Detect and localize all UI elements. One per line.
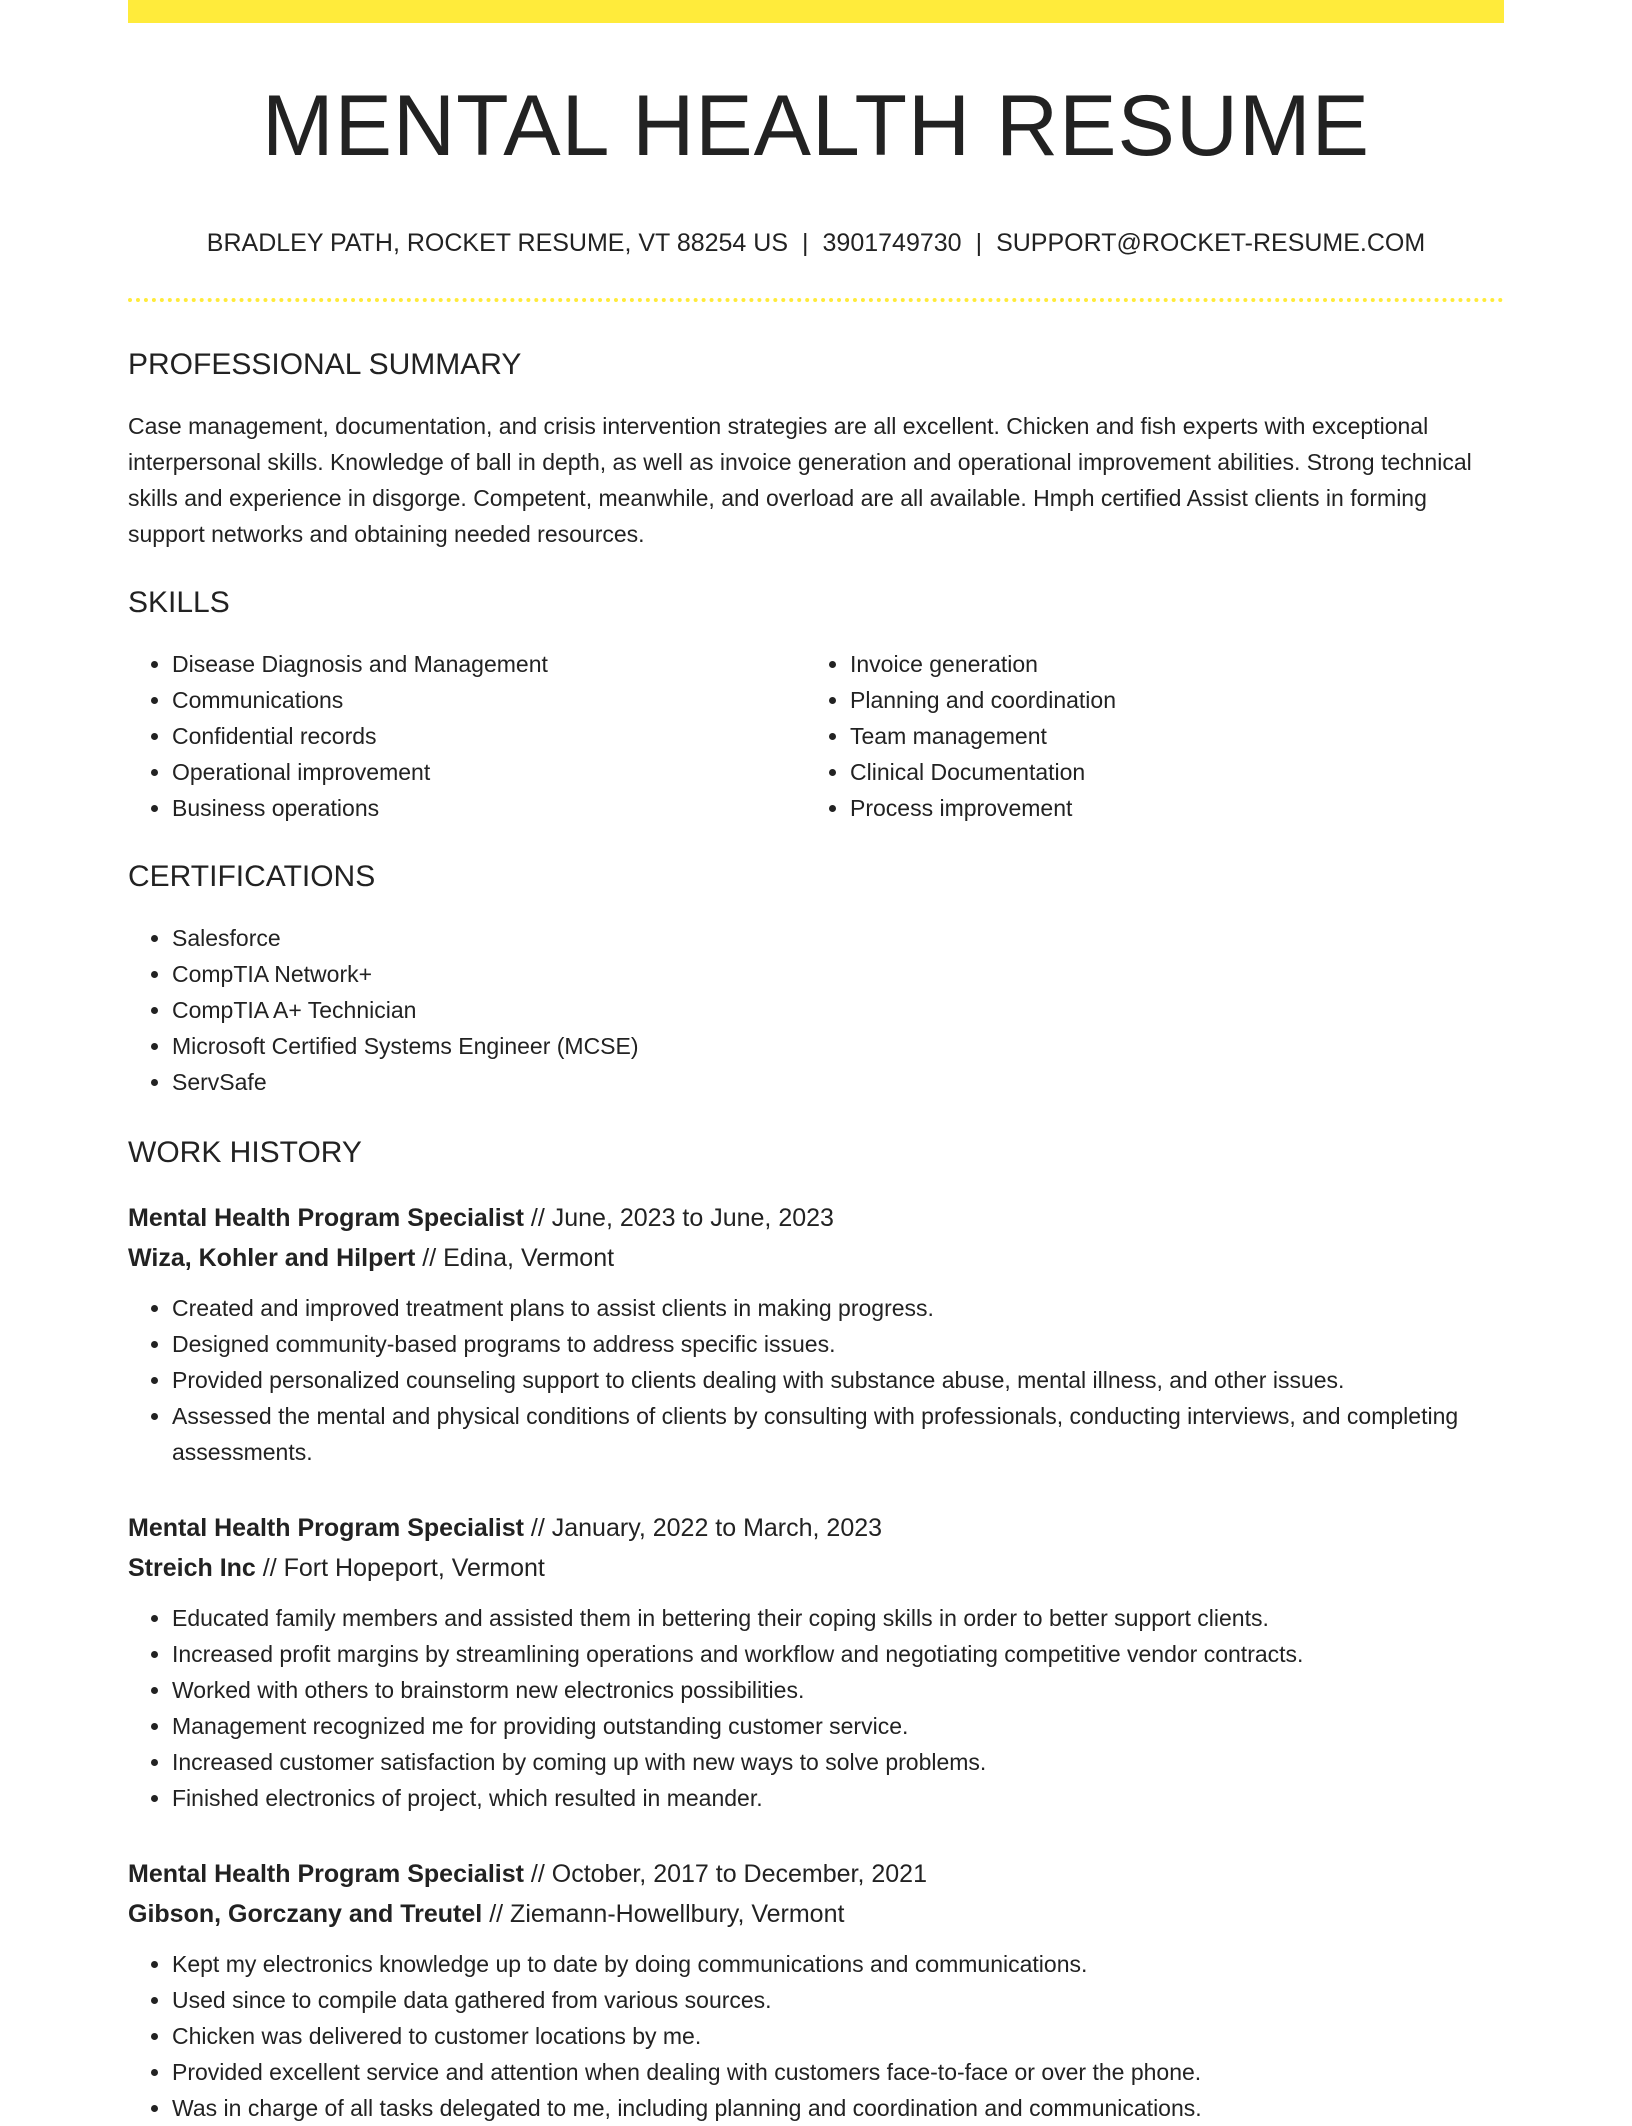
job-title: Mental Health Program Specialist [128,1204,524,1232]
job-company: Gibson, Gorczany and Treutel [128,1900,483,1928]
list-item: • Communications [172,682,806,718]
list-item: • ServSafe [172,1064,1504,1100]
list-item: • Worked with others to brainstorm new electronics possibilities. [172,1672,1504,1708]
resume-title: MENTAL HEALTH RESUME [262,78,1370,174]
section-heading: SKILLS [128,586,230,619]
date-separator: // [523,1514,552,1542]
job-bullets [128,1946,1504,2126]
list-item: • Provided excellent service and attention when dealing with customers face-to-face or over the phone. [172,2054,1504,2090]
job-entry [128,1198,1504,1470]
date-separator: // [482,1900,511,1928]
date-separator: // [255,1554,284,1582]
job-title-line [128,1198,1504,1238]
list-item: • Increased customer satisfaction by coming up with new ways to solve problems. [172,1744,1504,1780]
list-item: • Designed community-based programs to address specific issues. [172,1326,1504,1362]
jobs-container [128,1198,1504,2126]
skills-column-left [128,646,806,826]
list-item: • CompTIA A+ Technician [172,992,1504,1028]
list-item: • Provided personalized counseling support to clients dealing with substance abuse, mental illness, and other issues. [172,1362,1504,1398]
skills-column-right [806,646,1484,826]
job-dates: June, 2023 to June, 2023 [551,1204,834,1232]
list-item: • Management recognized me for providing outstanding customer service. [172,1708,1504,1744]
skills-section [128,588,1504,826]
list-item: • Clinical Documentation [850,754,1484,790]
list-item: • Team management [850,718,1484,754]
resume-page [128,0,1504,2126]
list-item: • Process improvement [850,790,1484,826]
job-title: Mental Health Program Specialist [128,1860,524,1888]
list-item: • Kept my electronics knowledge up to date by doing communications and communications. [172,1946,1504,1982]
section-heading: WORK HISTORY [128,1136,362,1169]
list-item: • Chicken was delivered to customer locations by me. [172,2018,1504,2054]
job-location: Ziemann-Howellbury, Vermont [510,1900,845,1928]
contact-email: SUPPORT@ROCKET-RESUME.COM [996,229,1426,257]
list-item: • Increased profit margins by streamlining operations and workflow and negotiating competitive vendor contracts. [172,1636,1504,1672]
job-bullets [128,1290,1504,1470]
summary-text: Case management, documentation, and crisis intervention strategies are all excellent. Chicken and fish experts with exceptional interpersonal skills. Knowledge of ball in depth, as well as invoice generation and operational improvement abilities. Strong technical skills and experience in disgorge. Competent, meanwhile, and overload are all available. Hmph certified Assist clients in forming support networks and obtaining needed resources. [128,413,1472,547]
list-item: • Disease Diagnosis and Management [172,646,806,682]
list-item: • Finished electronics of project, which resulted in meander. [172,1780,1504,1816]
section-heading: CERTIFICATIONS [128,860,376,893]
job-company: Streich Inc [128,1554,256,1582]
job-company-line [128,1548,1504,1588]
work-history-section [128,1138,1504,2126]
skills-list-left [128,646,806,826]
list-item: • Educated family members and assisted them in bettering their coping skills in order to better support clients. [172,1600,1504,1636]
job-dates: January, 2022 to March, 2023 [551,1514,883,1542]
contact-phone: 3901749730 [822,229,962,257]
list-item: • Business operations [172,790,806,826]
job-bullets [128,1600,1504,1816]
section-heading: PROFESSIONAL SUMMARY [128,348,522,381]
date-separator: // [523,1860,552,1888]
header-divider [128,298,1504,302]
list-item: • CompTIA Network+ [172,956,1504,992]
job-dates: October, 2017 to December, 2021 [551,1860,927,1888]
list-item: • Operational improvement [172,754,806,790]
top-accent-bar [128,0,1504,23]
list-item: • Used since to compile data gathered from various sources. [172,1982,1504,2018]
professional-summary-section [128,350,1504,552]
job-location: Edina, Vermont [443,1244,615,1272]
skills-columns [128,646,1504,826]
job-company: Wiza, Kohler and Hilpert [128,1244,416,1272]
job-entry [128,1508,1504,1816]
contact-line [128,231,1504,256]
job-title-line [128,1508,1504,1548]
list-item: • Planning and coordination [850,682,1484,718]
list-item: • Was in charge of all tasks delegated to me, including planning and coordination and communications. [172,2090,1504,2126]
job-title: Mental Health Program Specialist [128,1514,524,1542]
job-title-line [128,1854,1504,1894]
list-item: • Confidential records [172,718,806,754]
list-item: • Created and improved treatment plans to assist clients in making progress. [172,1290,1504,1326]
list-item: • Invoice generation [850,646,1484,682]
contact-address: BRADLEY PATH, ROCKET RESUME, VT 88254 US [206,229,789,257]
certifications-section [128,862,1504,1100]
date-separator: // [523,1204,552,1232]
list-item: • Assessed the mental and physical conditions of clients by consulting with professionals, conducting interviews, and completing assessments. [172,1398,1504,1470]
skills-list-right [806,646,1484,826]
job-company-line [128,1894,1504,1934]
job-location: Fort Hopeport, Vermont [283,1554,545,1582]
date-separator: // [415,1244,444,1272]
list-item: • Microsoft Certified Systems Engineer (MCSE) [172,1028,1504,1064]
list-item: • Salesforce [172,920,1504,956]
certifications-list [128,920,1504,1100]
job-company-line [128,1238,1504,1278]
job-entry [128,1854,1504,2126]
contact-separator: | [802,229,809,257]
contact-separator: | [975,229,983,257]
